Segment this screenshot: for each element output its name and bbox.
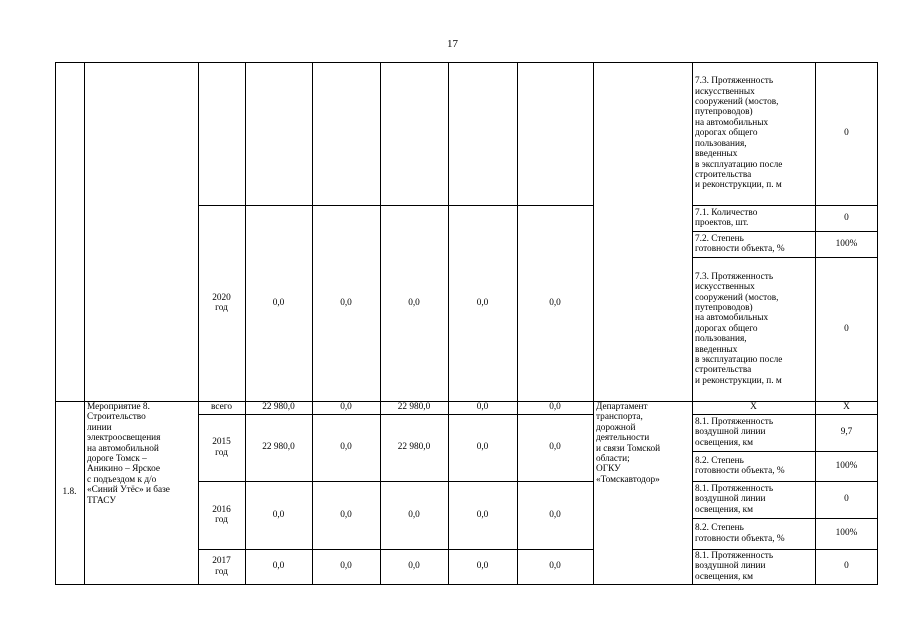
grid-line [198,549,593,550]
grid-line [198,481,593,482]
executor-cell: Департамент транспорта, дорожной деятельности и связи Томской области; ОГКУ «Томскавтодор» [596,402,661,485]
grid-line [692,451,878,452]
grid-line [815,62,816,585]
value-cell: 0,0 [408,297,420,308]
value-cell: 0,0 [340,402,352,413]
indicator-value: 0 [844,212,849,223]
indicator-cell: 7.1. Количество проектов, шт. [695,207,758,228]
value-cell: 0,0 [549,402,561,413]
total-label: всего [211,402,232,413]
indicator-cell: 8.1. Протяженность воздушной линии освещения, км [695,483,774,515]
value-cell: 0,0 [408,561,420,572]
grid-line [877,62,878,585]
indicator-value: 0 [844,128,849,139]
indicator-value: 0 [844,323,849,334]
value-cell: 0,0 [476,509,489,520]
value-cell: 0,0 [340,561,352,572]
grid-line [692,62,693,585]
year-2020-cell: 2020 год [212,292,231,313]
value-cell: 22 980,0 [262,442,295,453]
grid-line [517,62,518,585]
value-cell: 22 980,0 [262,402,295,413]
grid-line [198,205,593,206]
value-cell: 0,0 [476,561,489,572]
grid-line [692,205,878,206]
grid-line [692,549,878,550]
indicator-value: 9,7 [840,427,853,438]
indicator-value: 100% [835,528,858,539]
grid-line [55,62,56,585]
indicator-cell: 8.1. Протяженность воздушной линии освещения, км [695,416,774,448]
grid-line [692,257,878,258]
indicator-cell: Х [750,402,757,413]
value-cell: 0,0 [272,561,285,572]
year-2015-cell: 2015 год [212,437,231,458]
grid-line [55,584,878,585]
year-2016-cell: 2016 год [212,504,231,525]
grid-line [55,62,878,63]
grid-line [55,401,878,402]
value-cell: 0,0 [340,442,352,453]
value-cell: 0,0 [340,509,352,520]
value-cell: 0,0 [408,509,420,520]
indicator-cell: 8.2. Степень готовности объекта, % [695,523,785,544]
value-cell: 0,0 [549,509,561,520]
indicator-cell: 7.2. Степень готовности объекта, % [695,233,785,254]
value-cell: 0,0 [476,297,489,308]
page-number: 17 [447,38,458,50]
grid-line [593,62,594,585]
indicator-cell: 8.2. Степень готовности объекта, % [695,455,785,476]
grid-line [692,481,878,482]
grid-line [84,62,85,585]
indicator-cell: 7.3. Протяженность искусственных сооружений (мостов, путепроводов) на автомобильных дорогах общего пользования, введенных в эксплуатацию после строительства и реконструкции, п. м [695,76,783,191]
row-number: 1.8. [62,487,77,498]
value-cell: 0,0 [476,402,489,413]
grid-line [692,518,878,519]
year-2017-cell: 2017 год [212,556,231,577]
grid-line [312,62,313,585]
indicator-value: Х [843,402,850,413]
grid-line [692,231,878,232]
grid-line [198,62,199,585]
value-cell: 0,0 [549,561,561,572]
indicator-value: 0 [844,494,849,505]
value-cell: 0,0 [476,442,489,453]
indicator-cell: 8.1. Протяженность воздушной линии освещения, км [695,550,774,582]
grid-line [380,62,381,585]
indicator-value: 0 [844,561,849,572]
indicator-value: 100% [835,238,858,249]
grid-line [448,62,449,585]
value-cell: 22 980,0 [397,402,431,413]
value-cell: 22 980,0 [397,442,431,453]
measure-name: Мероприятие 8. Строительство линии электроосвещения на автомобильной дороге Томск – Аникино – Ярское с подъездом к д/о «Синий Утёс» и базе ТГАСУ [87,402,170,506]
grid-line [692,414,878,415]
indicator-value: 100% [835,460,858,471]
value-cell: 0,0 [272,297,285,308]
value-cell: 0,0 [272,509,285,520]
indicator-cell: 7.3. Протяженность искусственных сооружений (мостов, путепроводов) на автомобильных дорогах общего пользования, введенных в эксплуатацию после строительства и реконструкции, п. м [695,271,783,386]
value-cell: 0,0 [340,297,352,308]
grid-line [245,62,246,585]
value-cell: 0,0 [549,297,561,308]
grid-line [198,414,593,415]
value-cell: 0,0 [549,442,561,453]
